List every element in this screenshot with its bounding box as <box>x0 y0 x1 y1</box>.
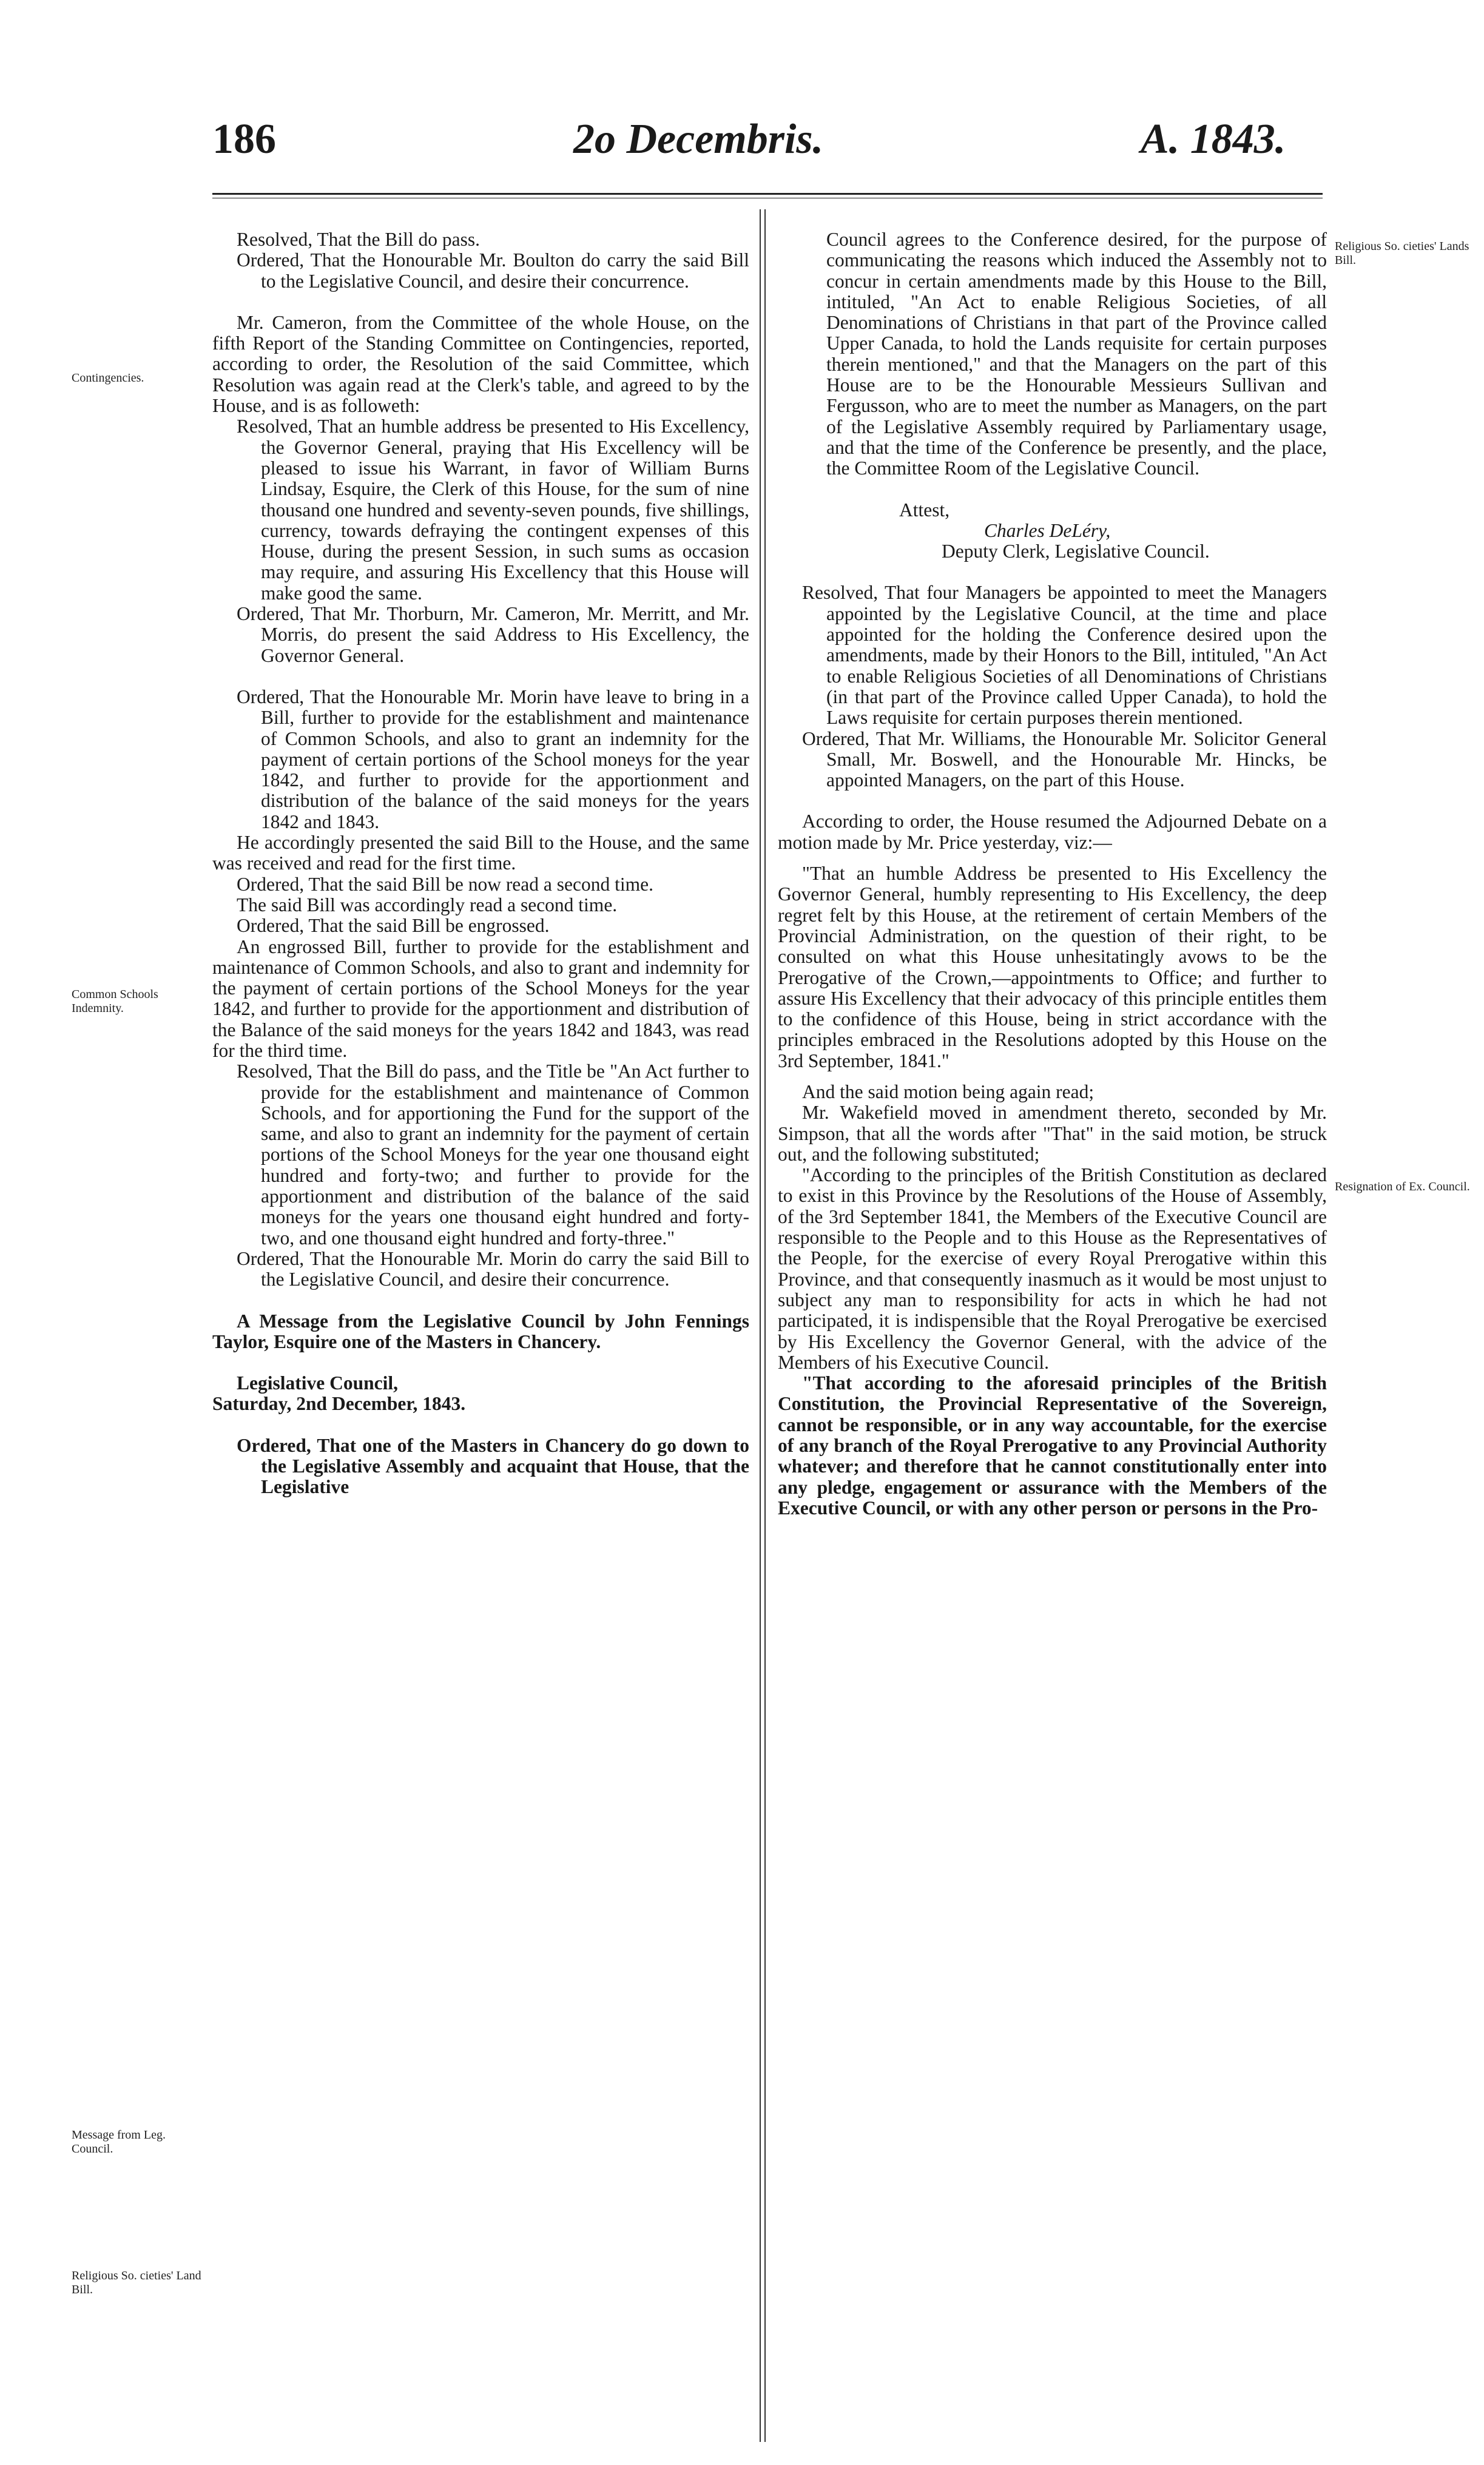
paragraph: Ordered, That the Honourable Mr. Morin have leave to bring in a Bill, further to provide for the establishment and maintenance of Common Schools, and also to grant an indemnity for the payment of certain portions of the School moneys for the year 1842, and further to provide for the apportionment and distribution of the balance of the said moneys for the years 1842 and 1843. <box>237 686 749 832</box>
paragraph: A Message from the Legislative Council by John Fennings Taylor, Esquire one of the Masters in Chancery. <box>212 1310 749 1352</box>
paragraph: Resolved, That four Managers be appointed to meet the Managers appointed by the Legislative Council, at the time and place appointed for the holding the Conference desired upon the amendments, made by their Honors to the Bill, intituled, "An Act to enable Religious Societies of all Denominations of Christians (in that part of the Province called Upper Canada), to hold the Laws requisite for certain purposes therein mentioned. <box>802 582 1327 729</box>
paragraph: Ordered, That one of the Masters in Chancery do go down to the Legislative Assembly and acquaint that House, that the Legislative <box>237 1434 749 1498</box>
paragraph: Ordered, That the Honourable Mr. Boulton do carry the said Bill to the Legislative Council, and desire their concurrence. <box>237 249 749 292</box>
paragraph: Legislative Council, <box>237 1372 398 1394</box>
signature-title: Deputy Clerk, Legislative Council. <box>942 541 1210 562</box>
paragraph: Saturday, 2nd December, 1843. <box>212 1393 466 1415</box>
page-number: 186 <box>212 116 276 163</box>
paragraph: And the said motion being again read; <box>802 1081 1094 1102</box>
paragraph: Resolved, That the Bill do pass. <box>237 229 481 250</box>
paragraph: Ordered, That the said Bill be engrossed. <box>237 915 550 937</box>
paragraph: Ordered, That the said Bill be now read a second time. <box>237 873 653 895</box>
margin-note-common-schools: Common Schools Indemnity. <box>72 988 158 1015</box>
paragraph: According to order, the House resumed the Adjourned Debate on a motion made by Mr. Price yesterday, viz:— <box>778 811 1327 853</box>
paragraph: "That according to the aforesaid principles of the British Constitution, the Provincial Representative of the Sovereign, cannot be responsible, or in any way accountable, for the exercise of any branch of the Royal Prerogative to any Provincial Authority whatever; and therefore that he cannot constitutionally enter into any pledge, engagement or assurance with the Members of the Executive Council, or with any other person or persons in the Pro- <box>778 1372 1327 1519</box>
margin-note-religious-right: Religious So. cieties' Lands Bill. <box>1335 240 1469 267</box>
left-column <box>212 229 749 1498</box>
paragraph: Council agrees to the Conference desired, for the purpose of communicating the reasons which induced the Assembly not to concur in certain amendments made by this House to the Bill, intituled, "An Act to enable Religious Societies, of all Denominations of Christians in that part of the Province called Upper Canada, to hold the Lands requisite for certain purposes therein mentioned," and that the Managers on the part of this House are to be the Honourable Messieurs Sullivan and Fergusson, who are to meet the number as Managers, on the part of the Legislative Assembly required by Parliamentary usage, and that the time of the Conference be presently, and the place, the Committee Room of the Legislative Council. <box>826 229 1327 479</box>
paragraph: Ordered, That the Honourable Mr. Morin do carry the said Bill to the Legislative Council, and desire their concurrence. <box>237 1247 749 1290</box>
paragraph: The said Bill was accordingly read a second time. <box>237 894 618 916</box>
paragraph: Ordered, That Mr. Williams, the Honourable Mr. Solicitor General Small, Mr. Boswell, and the Honourable Mr. Hincks, be appointed Managers, on the part of this House. <box>802 727 1327 791</box>
paragraph: An engrossed Bill, further to provide for the establishment and maintenance of Common Schools, and also to grant and indemnity for the payment of certain portions of the School Moneys for the year 1842, and further to provide for the apportionment and distribution of the Balance of the said moneys for the years 1842 and 1843, was read for the third time. <box>212 936 749 1061</box>
margin-note-resignation: Resignation of Ex. Council. <box>1335 1180 1470 1193</box>
paragraph: He accordingly presented the said Bill to the House, and the same was received and read for the first time. <box>212 832 749 874</box>
paragraph: Resolved, That an humble address be presented to His Excellency, the Governor General, praying that His Excellency will be pleased to issue his Warrant, in favor of William Burns Lindsay, Esquire, the Clerk of this House, for the sum of nine thousand one hundred and seventy-seven pounds, five shillings, currency, towards defraying the contingent expenses of this House, during the present Session, in such sums as occasion may require, and assuring His Excellency that this House will make good the same. <box>237 416 749 604</box>
paragraph: Mr. Cameron, from the Committee of the whole House, on the fifth Report of the Standing Committee on Contingencies, reported, according to order, the Resolution of the said Committee, which Resolution was again read at the Clerk's table, and agreed to by the House, and is as followeth: <box>212 311 749 417</box>
paragraph: Resolved, That the Bill do pass, and the Title be "An Act further to provide for the establishment and maintenance of Common Schools, and for apportioning the Fund for the support of the same, and also to grant an indemnity for the payment of certain portions of the School Moneys for the year one thousand eight hundred and forty-two; and further to provide for the apportionment and distribution of the balance of the said moneys for the years one thousand eight hundred and forty-two, and one thousand eight hundred and forty-three." <box>237 1061 749 1249</box>
margin-note-message: Message from Leg. Council. <box>72 2128 166 2156</box>
column-divider <box>760 209 761 2442</box>
running-head-year: A. 1843. <box>1141 116 1286 163</box>
paragraph: "That an humble Address be presented to His Excellency the Governor General, humbly representing to His Excellency, the deep regret felt by this House, at the retirement of certain Members of the Provincial Administration, on the question of their right, to be consulted on what this House unhesitatingly avows to be the Prerogative of the Crown,—appointments to Office; and further to assure His Excellency that their advocacy of this principle entitles them to the confidence of this House, being in strict accordance with the principles embraced in the Resolutions adopted by this House on the 3rd September, 1841." <box>778 863 1327 1071</box>
margin-note-contingencies: Contingencies. <box>72 371 144 385</box>
paragraph: Mr. Wakefield moved in amendment thereto, seconded by Mr. Simpson, that all the words after "That" in the said motion, be struck out, and the following substituted; <box>778 1102 1327 1165</box>
margin-note-religious-left: Religious So. cieties' Land Bill. <box>72 2269 201 2296</box>
column-divider-double <box>764 209 766 2442</box>
header-rule <box>212 193 1323 195</box>
right-column <box>778 229 1327 1519</box>
paragraph: "According to the principles of the British Constitution as declared to exist in this Province by the Resolutions of the House of Assembly, of the 3rd September 1841, the Members of the Executive Council are responsible to the People and to this House as the Representatives of the People, for the exercise of every Royal Prerogative within this Province, and that consequently inasmuch as it would be most unjust to subject any man to responsibility for acts in which he had not participated, it is indispensible that the Royal Prerogative be exercised by His Excellency the Governor General, with the advice of the Members of his Executive Council. <box>778 1164 1327 1373</box>
signature-name: Charles DeLéry, <box>984 519 1111 541</box>
running-head-date: 2o Decembris. <box>573 116 824 163</box>
paragraph: Ordered, That Mr. Thorburn, Mr. Cameron, Mr. Merritt, and Mr. Morris, do present the said Address to His Excellency, the Governor General. <box>237 603 749 666</box>
attest-line: Attest, <box>899 499 950 521</box>
